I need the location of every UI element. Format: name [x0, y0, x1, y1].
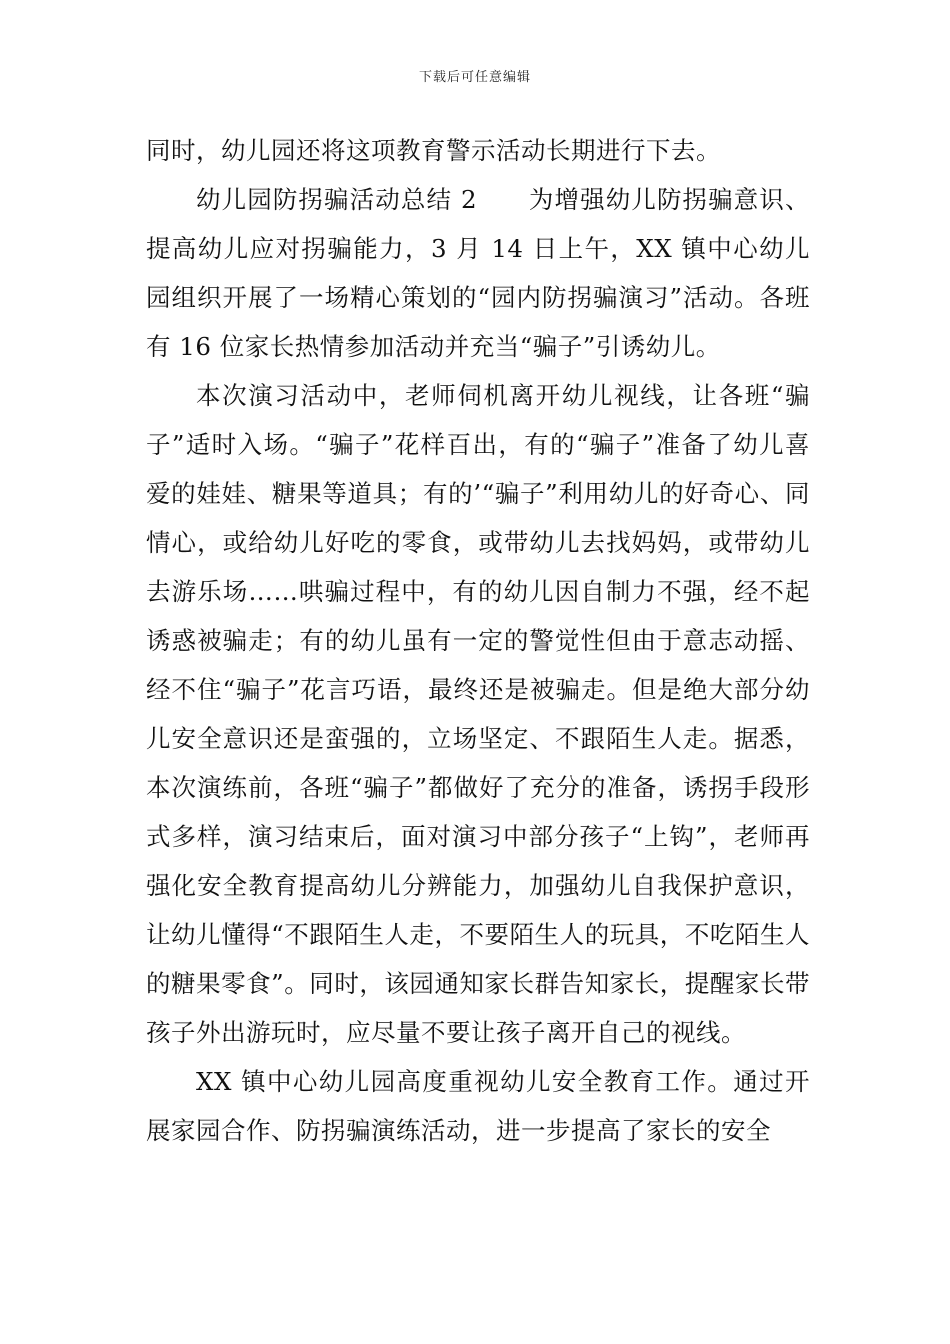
paragraph-summary-intro: 幼儿园防拐骗活动总结 2 为增强幼儿防拐骗意识、提高幼儿应对拐骗能力，3 月 14 日上午，XX 镇中心幼儿园组织开展了一场精心策划的“园内防拐骗演习”活动。各班有 16 位家长热情参加活动并充当“骗子”引诱幼儿。: [146, 185, 810, 361]
page-header: 下载后可任意编辑: [418, 70, 531, 85]
paragraph-drill-details: 本次演习活动中，老师伺机离开幼儿视线，让各班“骗子”适时入场。“骗子”花样百出，有的“骗子”准备了幼儿喜爱的娃娃、糖果等道具；有的’“骗子”利用幼儿的好奇心、同情心，或给幼儿好吃的零食，或带幼儿去找妈妈，或带幼儿去游乐场……哄骗过程中，有的幼儿因自制力不强，经不起诱惑被骗走；有的幼儿虽有一定的警觉性但由于意志动摇、经不住“骗子”花言巧语，最终还是被骗走。但是绝大部分幼儿安全意识还是蛮强的，立场坚定、不跟陌生人走。据悉，本次演练前，各班“骗子”都做好了充分的准备，诱拐手段形式多样，演习结束后，面对演习中部分孩子“上钩”，老师再强化安全教育提高幼儿分辨能力，加强幼儿自我保护意识，让幼儿懂得“不跟陌生人走，不要陌生人的玩具，不吃陌生人的糖果零食”。同时，该园通知家长群告知家长，提醒家长带孩子外出游玩时，应尽量不要让孩子离开自己的视线。: [146, 381, 810, 1047]
paragraph-continuation: 同时，幼儿园还将这项教育警示活动长期进行下去。: [146, 136, 721, 165]
paragraph-safety-work: XX 镇中心幼儿园高度重视幼儿安全教育工作。通过开展家园合作、防拐骗演练活动，进一步提高了家长的安全: [146, 1067, 810, 1145]
document-body: [146, 126, 810, 1155]
